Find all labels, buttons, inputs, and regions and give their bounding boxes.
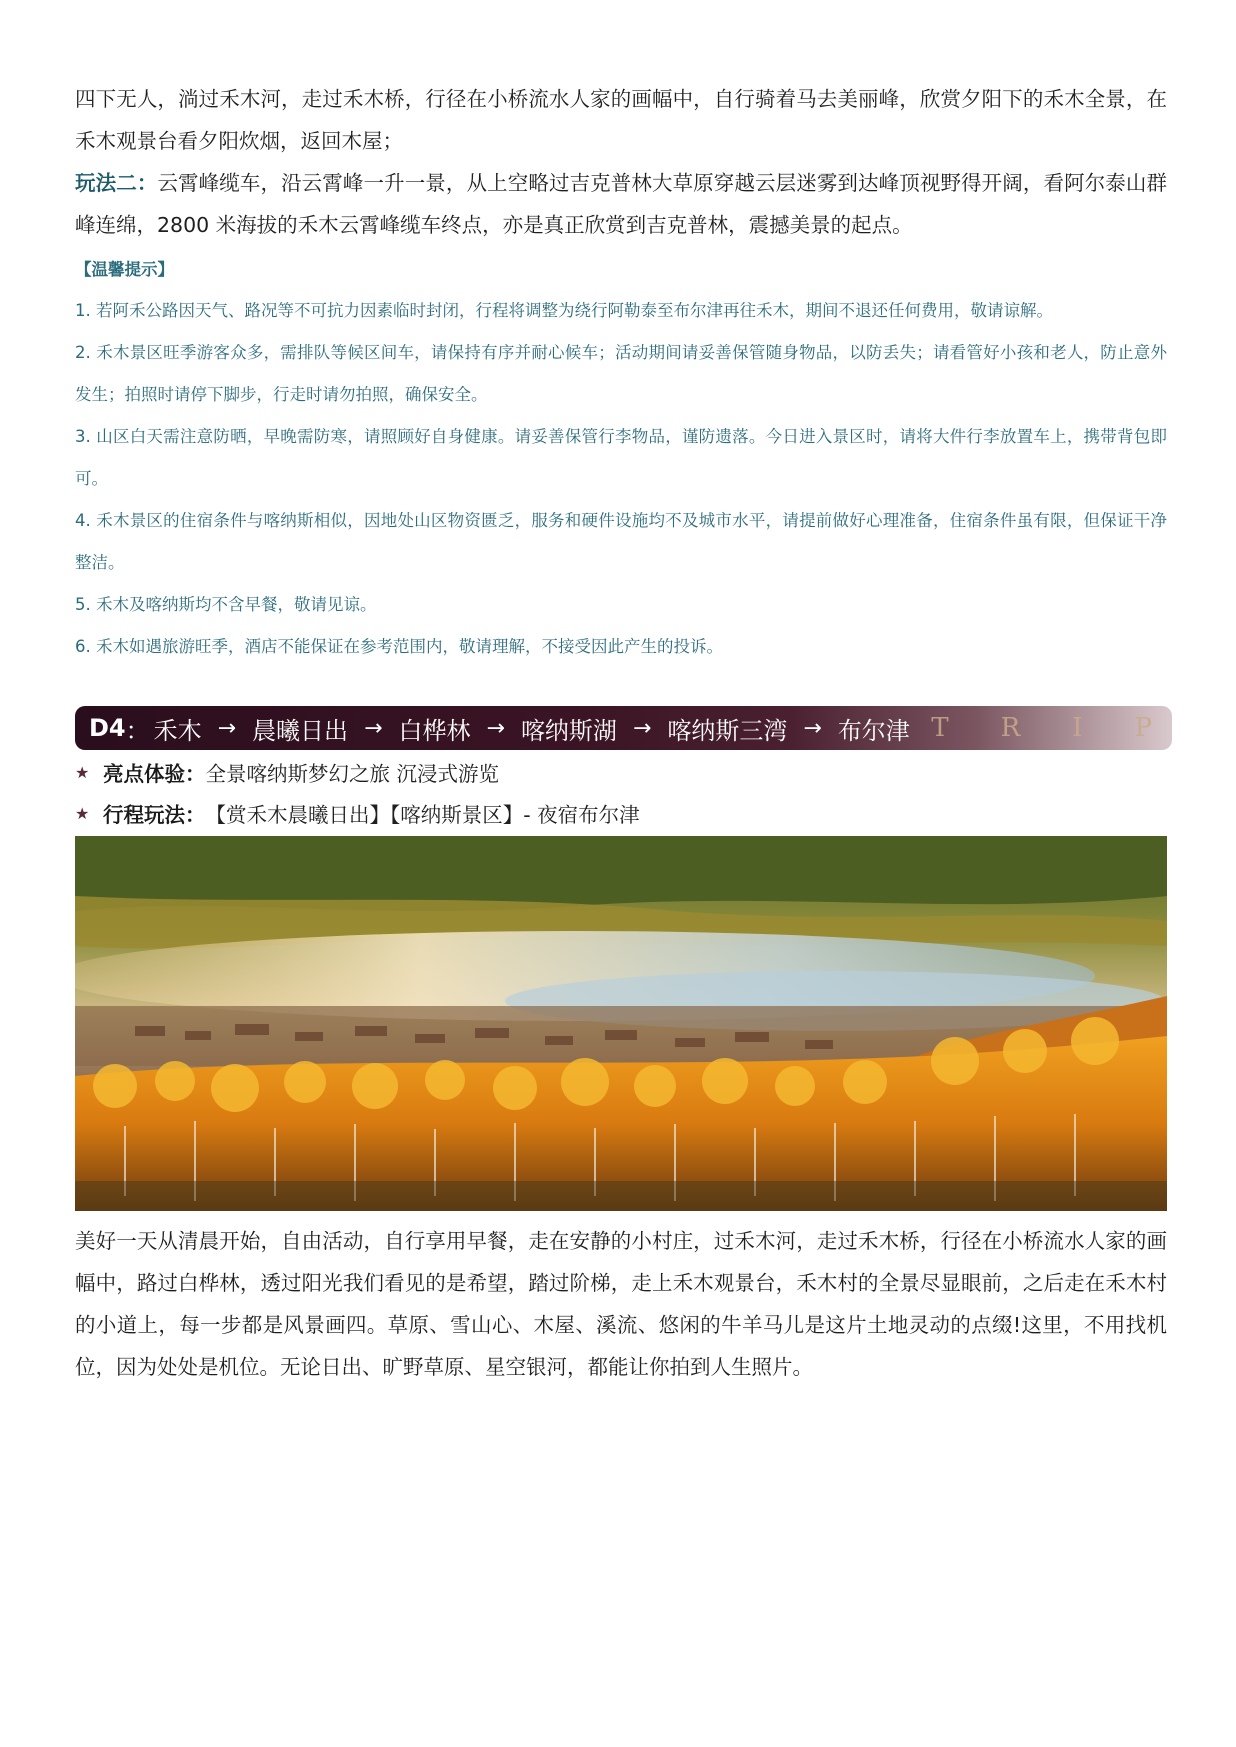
route-stop: 白桦林 (398, 716, 471, 745)
tip-item: 6. 禾木如遇旅游旺季，酒店不能保证在参考范围内，敬请理解，不接受因此产生的投诉。 (75, 637, 723, 656)
arrow-right-icon: → (217, 715, 237, 741)
highlight-text: 全景喀纳斯梦幻之旅 沉浸式游览 (205, 762, 500, 786)
star-icon: ★ (75, 803, 90, 823)
tip-item: 1. 若阿禾公路因天气、路况等不可抗力因素临时封闭，行程将调整为绕行阿勒泰至布尔津再往禾木，期间不退还任何费用，敬请谅解。 (75, 301, 1053, 320)
method-two-paragraph (75, 162, 1167, 246)
tip-item: 4. 禾木景区的住宿条件与喀纳斯相似，因地处山区物资匮乏，服务和硬件设施均不及城市水平，请提前做好心理准备，住宿条件虽有限，但保证干净整洁。 (75, 511, 1167, 572)
intro-paragraph: 四下无人，淌过禾木河，走过禾木桥，行径在小桥流水人家的画幅中，自行骑着马去美丽峰，欣赏夕阳下的禾木全景，在禾木观景台看夕阳炊烟，返回木屋； (75, 87, 1167, 153)
method-two-label: 玩法二： (75, 171, 158, 195)
tip-item: 5. 禾木及喀纳斯均不含早餐，敬请见谅。 (75, 595, 377, 614)
highlight-itinerary (75, 798, 640, 828)
star-icon: ★ (75, 762, 90, 782)
arrow-right-icon: → (803, 715, 822, 741)
method-two-text: 云霄峰缆车，沿云霄峰一升一景，从上空略过吉克普林大草原穿越云层迷雾到达峰顶视野得开阔，看阿尔泰山群峰连绵，2800 米海拔的禾木云霄峰缆车终点，亦是真正欣赏到吉克普林，震撼美景的起点。 (75, 171, 1168, 237)
itinerary-text: 【赏禾木晨曦日出】【喀纳斯景区】- 夜宿布尔津 (205, 803, 640, 827)
route-stop: 布尔津 (837, 716, 910, 745)
arrow-right-icon: → (632, 715, 652, 741)
highlight-experience (75, 757, 499, 787)
route-stop: 喀纳斯湖 (520, 716, 617, 745)
tip-item: 2. 禾木景区旺季游客众多，需排队等候区间车，请保持有序并耐心候车；活动期间请妥善保管随身物品，以防丢失；请看管好小孩和老人，防止意外发生；拍照时请停下脚步，行走时请勿拍照，确保安全。 (75, 343, 1167, 404)
day-separator: ： (125, 716, 150, 745)
arrow-right-icon: → (486, 715, 505, 741)
route-stop: 晨曦日出 (252, 716, 349, 745)
arrow-right-icon: → (364, 715, 383, 741)
itinerary-label: 行程玩法： (103, 803, 206, 827)
trip-letter: P (1134, 713, 1152, 743)
route-stop: 禾木 (153, 716, 202, 745)
day-number: D4 (89, 714, 126, 742)
tips-list (75, 290, 1167, 668)
route-stop: 喀纳斯三湾 (667, 716, 788, 745)
highlight-label: 亮点体验： (103, 762, 206, 786)
tip-item: 3. 山区白天需注意防晒，早晚需防寒，请照顾好自身健康。请妥善保管行李物品，谨防遗落。今日进入景区时，请将大件行李放置车上，携带背包即可。 (75, 427, 1167, 488)
trip-decoration (931, 706, 1152, 750)
tips-title: 【温馨提示】 (75, 260, 174, 279)
intro-section (75, 78, 1167, 668)
day-description (75, 1220, 1167, 1388)
trip-letter: R (1000, 713, 1021, 743)
hemu-landscape-photo (75, 836, 1167, 1211)
description-paragraph: 美好一天从清晨开始，自由活动，自行享用早餐，走在安静的小村庄，过禾木河，走过禾木桥，行径在小桥流水人家的画幅中，路过白桦林，透过阳光我们看见的是希望，踏过阶梯，走上禾木观景台，禾木村的全景尽显眼前，之后走在禾木村的小道上，每一步都是风景画四。草原、雪山心、木屋、溪流、悠闲的牛羊马儿是这片土地灵动的点缀!这里，不用找机位，因为处处是机位。无论日出、旷野草原、星空银河，都能让你拍到人生照片。 (75, 1229, 1167, 1379)
trip-letter: T (931, 713, 949, 743)
day-route-banner (75, 706, 1172, 750)
trip-letter: I (1072, 713, 1083, 743)
